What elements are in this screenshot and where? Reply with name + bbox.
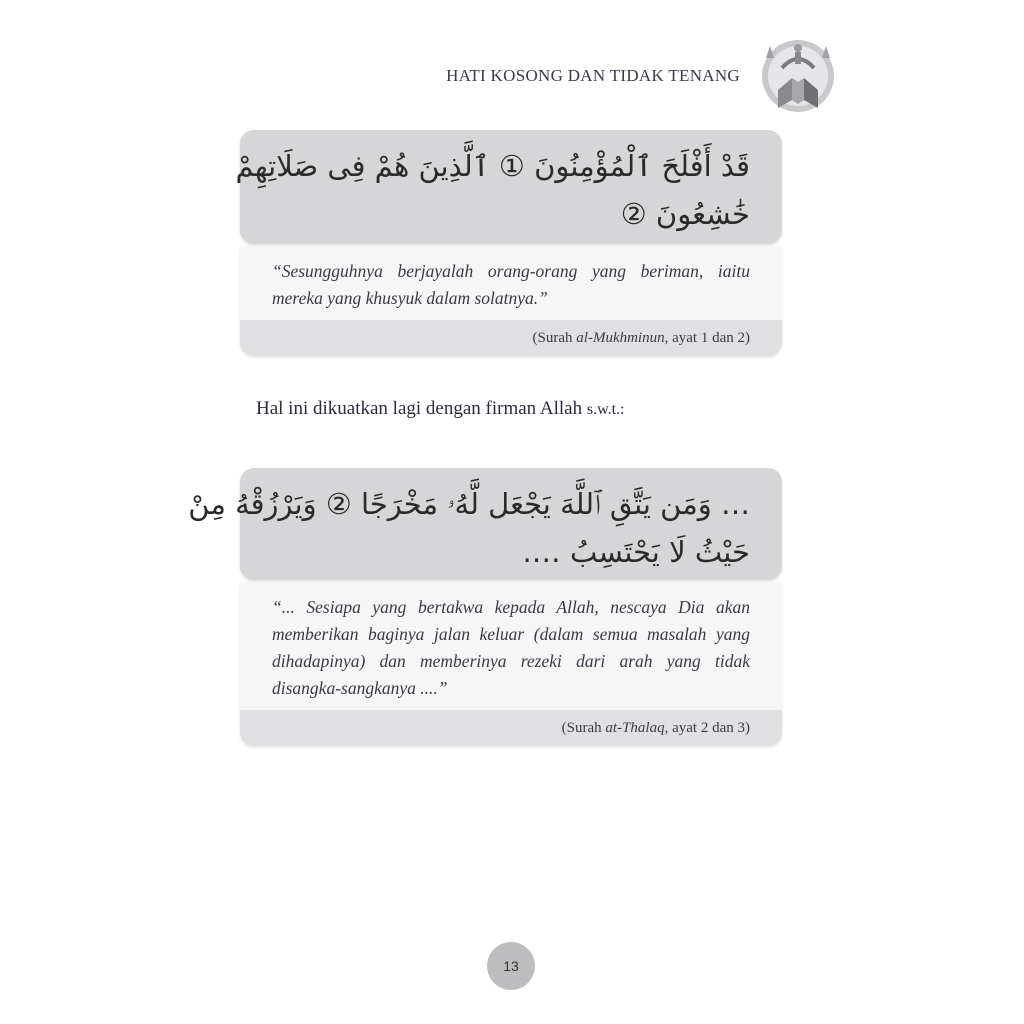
source-prefix: (Surah [561, 720, 606, 736]
paragraph-text: Hal ini dikuatkan lagi dengan firman Allah [256, 398, 587, 419]
source-suffix: , ayat 2 dan 3) [664, 720, 750, 736]
running-header-title: HATI KOSONG DAN TIDAK TENANG [446, 66, 740, 85]
surah-name: al-Mukhminun [576, 330, 665, 346]
source-prefix: (Surah [532, 330, 577, 346]
arabic-line: خَٰشِعُونَ ② [620, 197, 750, 231]
arabic-line: قَدْ أَفْلَحَ ٱلْمُؤْمِنُونَ ① ٱلَّذِينَ هُمْ فِى صَلَاتِهِمْ [235, 149, 750, 183]
body-paragraph [256, 398, 776, 420]
arabic-line: حَيْثُ لَا يَحْتَسِبُ …. [522, 535, 750, 569]
verse-card [235, 130, 782, 356]
verse-source [240, 320, 782, 356]
arabic-verse-box [188, 468, 782, 580]
source-suffix: , ayat 1 dan 2) [664, 330, 750, 346]
swt-abbreviation: s.w.t.: [586, 401, 625, 418]
translation-text: “... Sesiapa yang bertakwa kepada Allah, nescaya Dia akan memberikan baginya jalan keluar (dalam semua masalah yang dihadapinya) dan memberinya rezeki dari arah yang tidak disangka-sangkanya ....” [240, 582, 782, 710]
arabic-line: … وَمَن يَتَّقِ ٱللَّهَ يَجْعَل لَّهُۥ مَخْرَجًا ② وَيَرْزُقْهُ مِنْ [188, 487, 750, 521]
arabic-verse-box [235, 130, 782, 244]
translation-box [240, 582, 782, 746]
book-emblem-icon [752, 38, 844, 118]
translation-text: “Sesungguhnya berjayalah orang-orang yang beriman, iaitu mereka yang khusyuk dalam solatnya.” [240, 246, 782, 320]
verse-card [188, 468, 782, 746]
translation-box [240, 246, 782, 356]
page-number: 13 [487, 942, 535, 990]
surah-name: at-Thalaq [605, 720, 665, 736]
verse-source [240, 710, 782, 746]
